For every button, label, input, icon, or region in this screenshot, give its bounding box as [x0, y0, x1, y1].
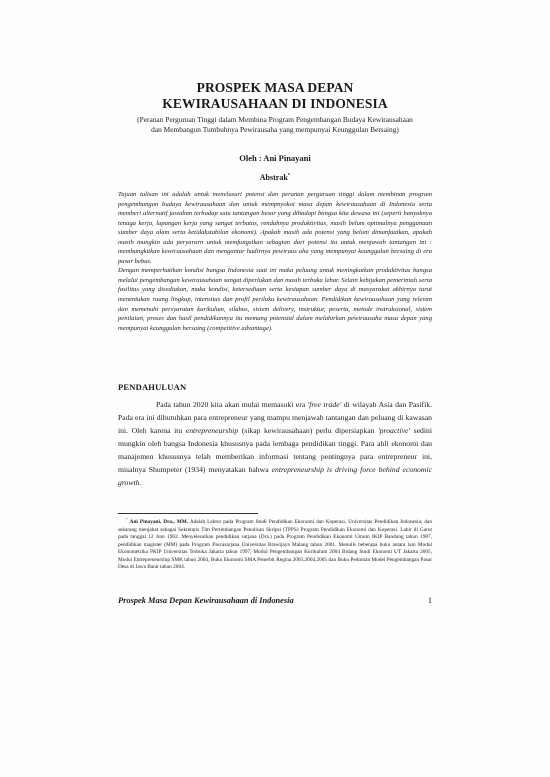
abstract-block	[118, 190, 432, 333]
body-text-2: di wilayah Asia dan Pasifik. Pada era ini dibutuhkan para entrepreneur yang mampu menjawab tantangan dan peluang di kawasan ini. Oleh karena itu	[118, 400, 432, 435]
body-italic-1: 'free trade'	[307, 400, 342, 409]
abstract-heading	[150, 173, 400, 182]
page-footer	[118, 596, 432, 605]
paper-subtitle	[120, 115, 430, 135]
page-number: 1	[427, 596, 432, 605]
footnote-mark: *	[126, 517, 128, 522]
abstract-paragraph-2: Dengan memperhatikan kondisi bangsa Indonesia saat ini maka peluang untuk meningkatkan produktivitas bangsa melalui pengembangan kewirausahaan sangat diperlukan dan masih terbuka lebar. Selain kebijakan pemerintah serta fasilitas yang disediakan, maka kondisi, ketersediaan serta kesiapan sumber daya di masyarakat akhirnya turut menentukan ruang lingkup, intensitas dan profil perilaku kewirausahaan. Pendidikan kewirausahaan yang relevan dan memenuhi persyaratan kurikulum, silabus, sistem delivery, instruktur, peserta, metode instruksional, sistem penilaian, proses dan hasil pendidikannya itu memang potensial dalam melahirkan pewirausaha masa depan yang mempunyai keunggulan bersaing (competitive advantage).	[118, 267, 432, 332]
footnote-author-name: Ani Pinayani, Dra., MM.	[129, 519, 189, 525]
body-italic-3: 'proactive'	[378, 426, 411, 435]
abstract-heading-mark: *	[287, 173, 291, 179]
footer-title: Prospek Masa Depan Kewirausahaan di Indonesia	[118, 596, 294, 605]
footnote	[118, 519, 432, 572]
footnote-body: Adalah Lektor pada Program Studi Pendidikan Ekonomi dan Koperasi, Universitas Pendidikan Indonesia; dan sekarang menjabat sebagai Sekretaris Tim Pertimbangan Penulisan Skripsi (TPPS) Program Pendidikan Ekonomi dan Koperasi. Lahir di Garut pada tanggal 12 Juni 1962. Menyelesaikan pendidikan sarjana (Dra.) pada Program Pendidikan Ekonomi Umum IKIP Bandung tahun 1987, pendidikan magister (MM) pada Program Pascasarjana Universitas Brawijaya Malang tahun 2001. Menulis beberapa buku antara lain Modul Ekonometrika PKIP Universitas Terbuka Jakarta tahun 1997, Modul Pengembangan Kurikulum 2004 Bidang Studi Ekonomi UT Jakarta 2005, Modul Entrepreneurship SMK tahun 2004, Buku Ekonomi SMA Penerbit Regina 2003,2004,2005 dan Buku Pedoman Model Pengembangan Pasar Desa di Jawa Barat tahun 2004.	[118, 519, 432, 571]
body-text-1: Pada tahun 2020 kita akan mulai memasuki era	[156, 400, 308, 409]
subtitle-line-2: dan Membangun Tumbuhnya Pewirausaha yang mempunyai Keunggulan Bersaing)	[151, 125, 399, 134]
author-line: Oleh : Ani Pinayani	[239, 153, 311, 163]
body-text-3: (sikap kewirausahaan) perlu dipersiapkan	[238, 426, 379, 435]
body-text	[118, 398, 432, 489]
section-heading: PENDAHULUAN	[118, 382, 187, 392]
body-italic-4: entrepreneurship is driving force behind economic growth.	[118, 465, 432, 487]
footnote-paragraph	[118, 519, 432, 572]
title-line-2: KEWIRAUSAHAAN DI INDONESIA	[162, 96, 388, 111]
abstract-paragraph-1: Tujuan tulisan ini adalah untuk menelusuri potensi dan peranan perguruan tinggi dalam membinan program pengembangan budaya kewirausahaan dan untuk mempnyokoi masa depan kewirausahaan di Indonesia serta memberi alternatif jawaban terhadap satu tantangan besar yang dihadapi bangsa kita dewasa ini (seperti banyaknya tenaga kerja, lapangan kerja yang sangat terbatas, rendahnya produktivitas, masih belum optimalnya penggunaan sumber daya alam serta ketidakstabilan ekonomi). Apakah masih ada potensi yang belum dimanfaatkan, apakah masih mungkin ada peryararn untuk memfungsikan sebagian dari potensi itu untuk menjawab tantangan ini : membangkitkan kewirausahaan dan mengantar hadirnya pewiraus aha yang mempunyai keunggulan bersaing di era pasar bebas.	[118, 191, 432, 265]
intro-paragraph	[118, 398, 432, 489]
body-italic-2: entrepreneurship	[185, 426, 239, 435]
footnote-divider	[118, 513, 258, 514]
body-text-4: sedini mungkin oleh bangsa Indonesia khususnya pada lembaga pendidikan tinggi. Para ahli ekonomi dan manajemen khususnya telah memberikan informasi tentang pentingnya para entrepreneur ini, misalnya Shumpeter (1934) menyatakan bahwa	[118, 426, 432, 474]
title-line-1: PROSPEK MASA DEPAN	[196, 80, 354, 95]
subtitle-line-1: (Peranan Perguruan Tinggi dalam Membina Program Pengembangan Budaya Kewirausahaan	[137, 115, 413, 124]
paper-title	[100, 80, 450, 112]
abstract-heading-text: Abstrak	[259, 173, 288, 182]
